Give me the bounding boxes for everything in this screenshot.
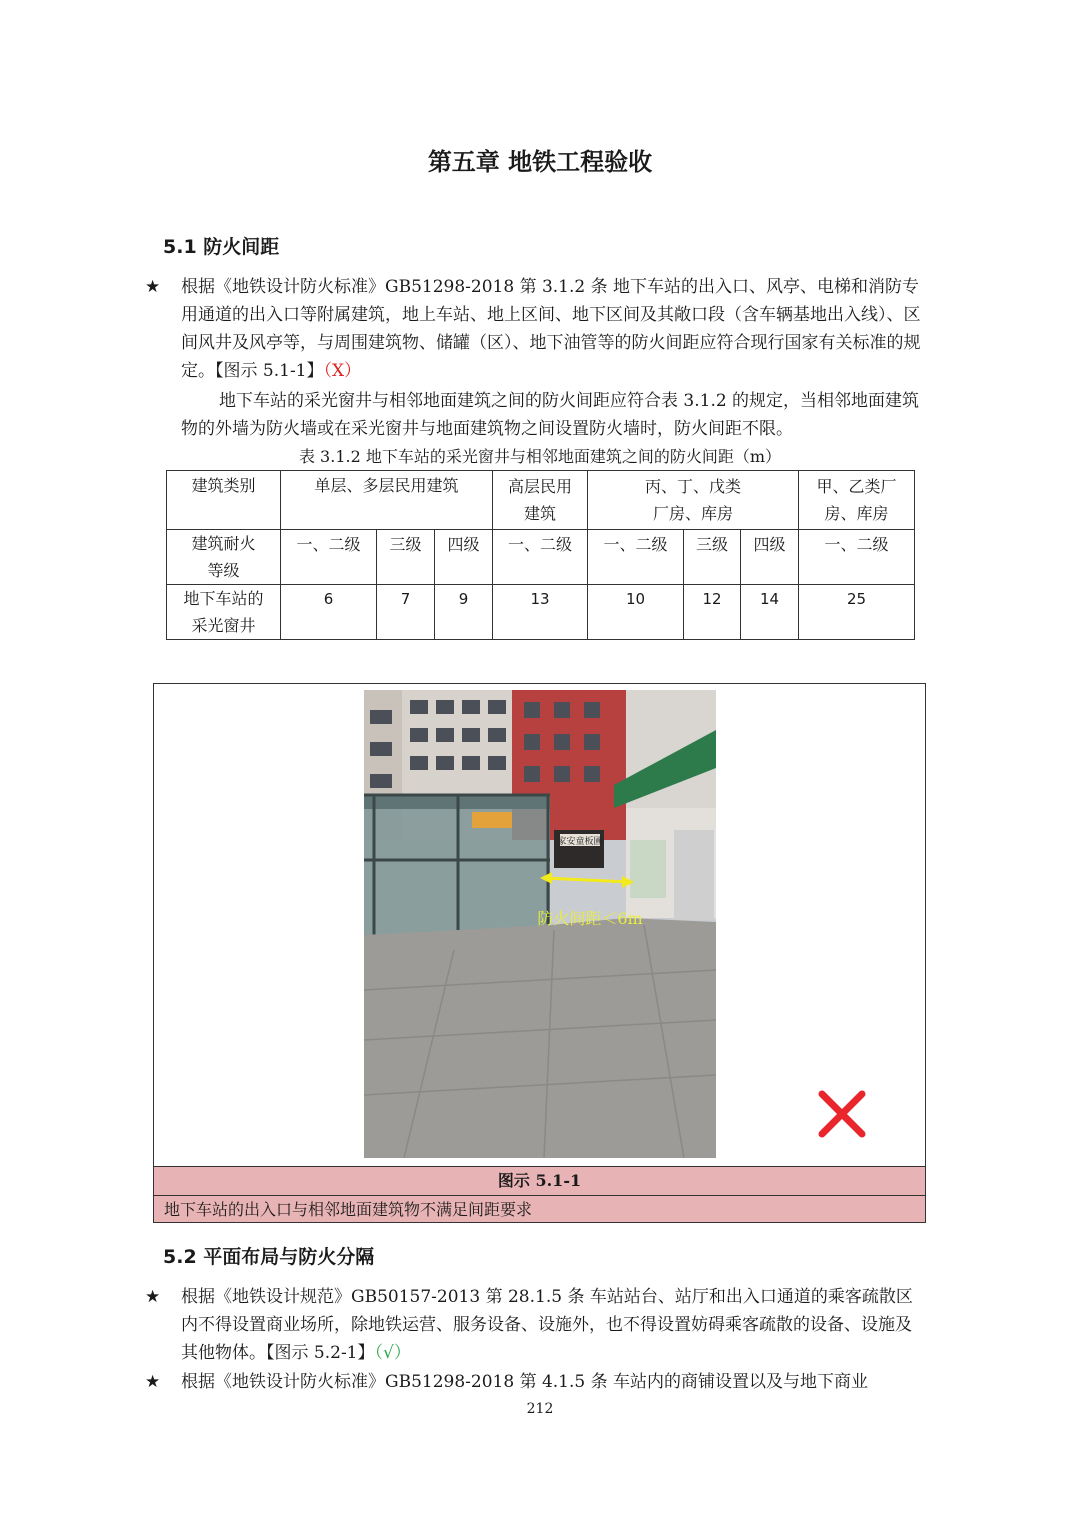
table-cell: 建筑类别 [167, 471, 281, 530]
table-cell: 甲、乙类厂房、库房 [799, 471, 915, 530]
table-cell: 丙、丁、戊类厂房、库房 [588, 471, 799, 530]
table-cell: 建筑耐火等级 [167, 530, 281, 585]
right-mark: （√） [374, 1343, 411, 1363]
table-cell: 单层、多层民用建筑 [281, 471, 493, 530]
table-caption: 表 3.1.2 地下车站的采光窗井与相邻地面建筑之间的防火间距（m） [298, 447, 782, 466]
table-cell: 四级 [435, 530, 493, 585]
section-heading-5-2: 5.2 平面布局与防火分隔 [163, 1246, 375, 1268]
paragraph-fire-spacing [145, 273, 923, 385]
table-cell: 7 [377, 585, 435, 640]
star-icon: ★ [145, 1287, 161, 1307]
paragraph-window-well: 地下车站的采光窗井与相邻地面建筑之间的防火间距应符合表 3.1.2 的规定，当相邻地面建筑物的外墙为防火墙或在采光窗井与地面建筑物之间设置防火墙时，防火间距不限。 [181, 391, 920, 439]
table-cell: 高层民用建筑 [493, 471, 588, 530]
fire-distance-label: 防火间距＜6m [537, 909, 643, 928]
table-cell: 四级 [741, 530, 799, 585]
table-cell: 10 [588, 585, 684, 640]
table-cell: 14 [741, 585, 799, 640]
paragraph-text: 根据《地铁设计防火标准》GB51298-2018 第 4.1.5 条 车站内的商铺设置以及与地下商业 [181, 1372, 869, 1392]
table-cell: 地下车站的采光窗井 [167, 585, 281, 640]
page-number: 212 [526, 1401, 554, 1417]
table-row [167, 585, 915, 640]
paragraph-text: 根据《地铁设计规范》GB50157-2013 第 28.1.5 条 车站站台、站厅和出入口通道的乘客疏散区内不得设置商业场所，除地铁运营、服务设备、设施外，也不得设置妨碍乘客疏散的设备、设施及其他物体。【图示 5.2-1】 [181, 1287, 913, 1363]
table-cell: 12 [684, 585, 741, 640]
table-cell: 13 [493, 585, 588, 640]
table-cell: 9 [435, 585, 493, 640]
shop-sign-text: 家安童板圃 [557, 837, 603, 847]
paragraph-shops [145, 1368, 923, 1396]
paragraph-evacuation [145, 1283, 923, 1367]
table-cell: 一、二级 [588, 530, 684, 585]
table-cell: 25 [799, 585, 915, 640]
table-row [167, 530, 915, 585]
table-cell: 一、二级 [281, 530, 377, 585]
paragraph-text: 根据《地铁设计防火标准》GB51298-2018 第 3.1.2 条 地下车站的出入口、风亭、电梯和消防专用通道的出入口等附属建筑，地上车站、地上区间、地下区间及其敞口段（含车辆基地出入线）、区间风井及风亭等，与周围建筑物、储罐（区）、地下油管等的防火间距应符合现行国家有关标准的规定。【图示 5.1-1】 [181, 277, 921, 381]
chapter-title: 第五章 地铁工程验收 [427, 148, 653, 176]
figure-caption-title: 图示 5.1-1 [154, 1166, 925, 1195]
table-cell: 一、二级 [799, 530, 915, 585]
figure-caption-description: 地下车站的出入口与相邻地面建筑物不满足间距要求 [154, 1195, 925, 1222]
subway-entrance-photo [364, 690, 716, 1158]
table-row [167, 471, 915, 530]
table-cell: 三级 [377, 530, 435, 585]
section-heading-5-1: 5.1 防火间距 [163, 236, 280, 258]
wrong-mark: （X） [323, 361, 362, 381]
star-icon: ★ [145, 277, 161, 297]
star-icon: ★ [145, 1372, 161, 1392]
table-cell: 6 [281, 585, 377, 640]
fire-spacing-table [166, 470, 915, 640]
table-cell: 一、二级 [493, 530, 588, 585]
cross-mark-icon [816, 1088, 868, 1140]
table-cell: 三级 [684, 530, 741, 585]
